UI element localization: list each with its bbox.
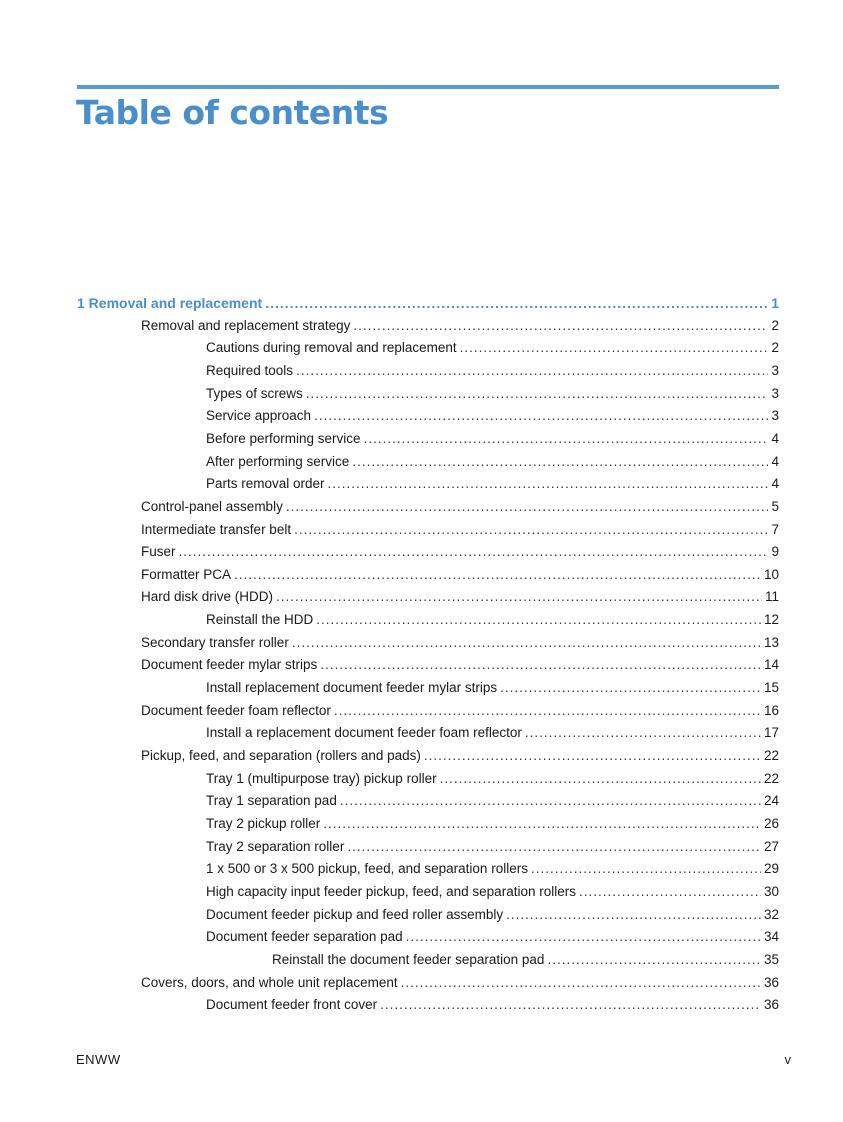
toc-page-number: 2 [771,340,779,356]
toc-dot-leader [276,586,762,608]
toc-dot-leader [347,836,761,858]
toc-entry[interactable] [206,926,779,948]
toc-entry[interactable] [206,722,779,744]
toc-entry-title: Tray 1 (multipurpose tray) pickup roller [206,770,437,786]
toc-entry-title: Reinstall the document feeder separation pad [272,951,545,967]
toc-entry-title: Document feeder mylar strips [141,657,318,673]
toc-page-number: 10 [763,566,779,582]
page-title: Table of contents [76,93,389,132]
toc-page-number: 17 [763,725,779,741]
toc-entry[interactable] [141,700,779,722]
toc-page-number: 24 [763,793,779,809]
toc-dot-leader [179,541,769,563]
toc-dot-leader [364,428,769,450]
toc-dot-leader [328,473,769,495]
toc-entry-title: Types of screws [206,385,303,401]
toc-page-number: 11 [764,589,779,605]
toc-dot-leader [286,496,769,518]
toc-entry-title: 1 x 500 or 3 x 500 pickup, feed, and separation rollers [206,861,528,877]
toc-page-number: 16 [763,702,779,718]
toc-entry-title: Service approach [206,408,312,424]
toc-entry[interactable] [206,451,779,473]
toc-dot-leader [500,677,761,699]
toc-entry[interactable] [206,405,779,427]
toc-entry-title: Hard disk drive (HDD) [141,589,274,605]
toc-dot-leader [424,745,761,767]
toc-dot-leader [323,813,761,835]
toc-page-number: 4 [771,430,779,446]
toc-entry[interactable] [141,496,779,518]
toc-dot-leader [296,360,768,382]
toc-dot-leader [440,768,761,790]
toc-dot-leader [579,881,761,903]
toc-entry[interactable] [272,949,779,971]
toc-entry[interactable] [206,858,779,880]
toc-entry[interactable] [206,677,779,699]
toc-page-number: 26 [763,815,779,831]
toc-page-number: 4 [771,476,779,492]
toc-entry[interactable] [206,904,779,926]
toc-page-number: 14 [763,657,779,673]
toc-entry-title: After performing service [206,453,350,469]
toc-entry-title: Tray 2 pickup roller [206,815,321,831]
toc-dot-leader [334,700,761,722]
toc-page-number: 36 [763,997,779,1013]
toc-entry-title: Tray 1 separation pad [206,793,337,809]
toc-dot-leader [380,994,761,1016]
toc-page-number: 36 [763,974,779,990]
toc-entry-title: Install a replacement document feeder foam reflector [206,725,522,741]
toc-dot-leader [234,564,761,586]
toc-entry[interactable] [206,360,779,382]
toc-dot-leader [314,405,768,427]
toc-dot-leader [401,972,761,994]
toc-page-number: 3 [771,385,779,401]
toc-dot-leader [506,904,761,926]
toc-entry[interactable] [206,383,779,405]
toc-dot-leader [525,722,761,744]
toc-entry[interactable] [206,428,779,450]
toc-page-number: 22 [763,770,779,786]
toc-entry[interactable] [141,519,779,541]
toc-entry-title: Document feeder front cover [206,997,378,1013]
footer-left-label: ENWW [76,1052,121,1067]
toc-entry[interactable] [141,745,779,767]
toc-dot-leader [352,451,768,473]
toc-page-number: 12 [763,612,779,628]
toc-dot-leader [460,337,769,359]
toc-dot-leader [406,926,761,948]
toc-dot-leader [353,315,768,337]
toc-entry[interactable] [141,654,779,676]
footer-page-number: v [784,1052,791,1067]
toc-entry-title: Parts removal order [206,476,325,492]
toc-entry[interactable] [141,541,779,563]
toc-dot-leader [294,519,768,541]
toc-dot-leader [340,790,761,812]
toc-page-number: 2 [771,317,779,333]
toc-entry[interactable] [141,564,779,586]
toc-page-number: 4 [771,453,779,469]
toc-entry-title: Removal and replacement strategy [141,317,351,333]
toc-page-number: 34 [763,929,779,945]
toc-dot-leader [265,292,768,314]
toc-page-number: 5 [771,498,779,514]
toc-entry[interactable] [141,632,779,654]
toc-entry[interactable] [141,972,779,994]
toc-entry[interactable] [141,315,779,337]
toc-page-number: 32 [763,906,779,922]
toc-entry[interactable] [206,881,779,903]
toc-page-number: 9 [771,544,779,560]
toc-entry-title: Formatter PCA [141,566,232,582]
toc-entry-title: Install replacement document feeder mylar strips [206,680,498,695]
toc-entry-title: Before performing service [206,430,361,446]
toc-entry-title: Intermediate transfer belt [141,521,292,537]
toc-page-number: 7 [771,521,779,537]
toc-entry[interactable] [206,609,779,631]
toc-entry-title: Document feeder pickup and feed roller assembly [206,906,504,922]
toc-entry-title: Control-panel assembly [141,498,283,514]
toc-dot-leader [292,632,761,654]
toc-entry-title: Required tools [206,362,294,378]
toc-page-number: 1 [771,295,779,311]
toc-entry-title: Document feeder foam reflector [141,702,331,718]
toc-dot-leader [320,654,761,676]
toc-entry[interactable] [141,586,779,608]
toc-page-number: 3 [771,408,779,424]
toc-page-number: 35 [763,951,779,967]
toc-entry-title: Tray 2 separation roller [206,838,345,854]
toc-entry-title: Cautions during removal and replacement [206,340,457,356]
toc-entry[interactable] [206,790,779,812]
toc-entry-title: High capacity input feeder pickup, feed, and separation rollers [206,883,576,899]
toc-entry-title: 1 Removal and replacement [77,295,263,311]
header-rule [77,85,779,89]
toc-page-number: 30 [763,883,779,899]
toc-page-number: 29 [763,861,779,877]
toc-page-number: 27 [763,838,779,854]
toc-dot-leader [531,858,761,880]
toc-entry-title: Secondary transfer roller [141,634,289,650]
toc-dot-leader [547,949,761,971]
toc-page-number: 3 [771,362,779,378]
toc-entry-title: Document feeder separation pad [206,929,403,945]
toc-entry[interactable] [206,836,779,858]
toc-entry[interactable] [206,768,779,790]
toc-chapter-entry[interactable] [77,292,779,314]
toc-dot-leader [316,609,761,631]
toc-page-number: 15 [763,680,779,695]
toc-entry[interactable] [206,337,779,359]
toc-page-number: 22 [763,748,779,763]
toc-entry-title: Covers, doors, and whole unit replacement [141,974,398,990]
toc-entry[interactable] [206,994,779,1016]
toc-entry-title: Pickup, feed, and separation (rollers and pads) [141,748,421,763]
toc-page-number: 13 [763,634,779,650]
toc-dot-leader [306,383,769,405]
toc-entry-title: Fuser [141,544,176,560]
toc-entry-title: Reinstall the HDD [206,612,314,628]
toc-entry[interactable] [206,473,779,495]
toc-entry[interactable] [206,813,779,835]
